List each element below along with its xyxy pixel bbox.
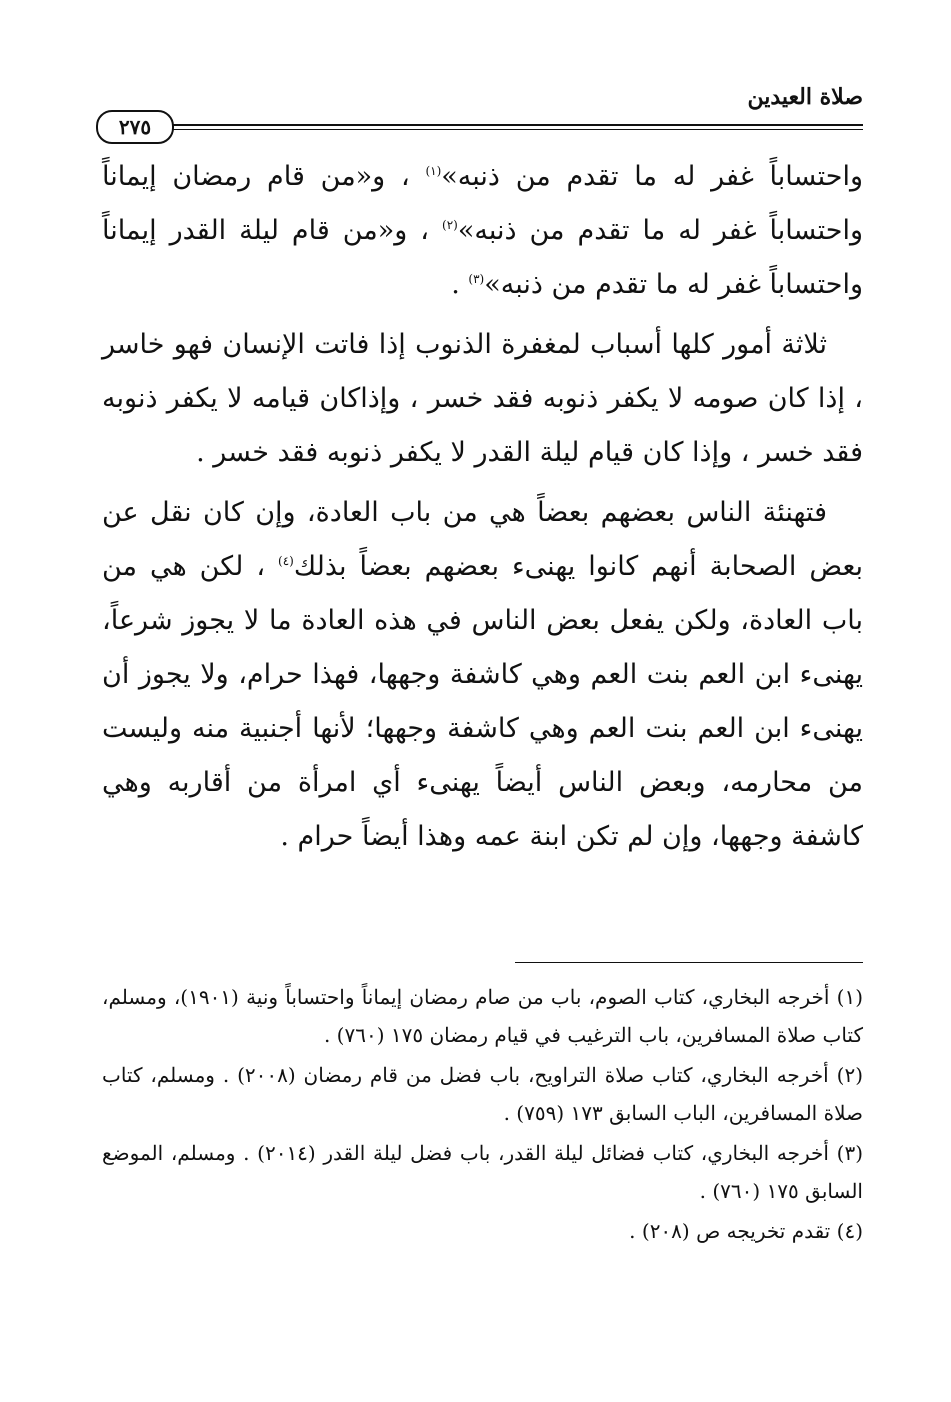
footnote-number: (١) bbox=[836, 985, 863, 1009]
footnote-separator bbox=[515, 962, 863, 963]
footnote-3 bbox=[102, 1134, 863, 1210]
footnote-ref-1: (١) bbox=[425, 164, 442, 178]
main-text bbox=[102, 150, 863, 864]
footnotes bbox=[102, 978, 863, 1250]
paragraph-hadith-text-2: ، و«من قام رمضان إيماناً واحتساباً غفر له ما تقدم من ذنبه» bbox=[102, 161, 863, 246]
footnote-ref-3: (٣) bbox=[468, 272, 485, 286]
footnote-text: أخرجه البخاري، كتاب الصوم، باب من صام رمضان إيماناً واحتساباً ونية (١٩٠١)، ومسلم، كتاب صلاة المسافرين، باب الترغيب في قيام رمضان ١٧٥ (٧٦٠) . bbox=[102, 985, 863, 1047]
footnote-number: (٣) bbox=[836, 1141, 863, 1165]
paragraph-hadith bbox=[102, 150, 863, 312]
footnote-number: (٤) bbox=[836, 1219, 863, 1243]
footnote-text: أخرجه البخاري، كتاب صلاة التراويح، باب فضل من قام رمضان (٢٠٠٨) . ومسلم، كتاب صلاة المسافرين، الباب السابق ١٧٣ (٧٥٩) . bbox=[102, 1063, 863, 1125]
running-title: صلاة العيدين bbox=[747, 84, 863, 110]
page-number: ٢٧٥ bbox=[96, 110, 174, 144]
paragraph-three-matters: ثلاثة أمور كلها أسباب لمغفرة الذنوب إذا فاتت الإنسان فهو خاسر ، إذا كان صومه لا يكفر ذنوبه فقد خسر ، وإذاكان قيامه لا يكفر ذنوبه فقد خسر ، وإذا كان قيام ليلة القدر لا يكفر ذنوبه فقد خسر . bbox=[102, 329, 863, 468]
paragraph-hadith-text-3: ، و«من قام ليلة القدر إيماناً واحتساباً غفر له ما تقدم من ذنبه» bbox=[102, 215, 863, 300]
footnote-text: أخرجه البخاري، كتاب فضائل ليلة القدر، باب فضل ليلة القدر (٢٠١٤) . ومسلم، الموضع السابق ١٧٥ (٧٦٠) . bbox=[102, 1141, 863, 1203]
footnote-number: (٢) bbox=[836, 1063, 864, 1087]
footnote-4 bbox=[102, 1212, 863, 1250]
header-rule bbox=[156, 124, 863, 130]
footnote-text: تقدم تخريجه ص (٢٠٨) . bbox=[629, 1219, 831, 1243]
paragraph-congratulations bbox=[102, 486, 863, 864]
page-header bbox=[96, 80, 863, 144]
footnote-1 bbox=[102, 978, 863, 1054]
paragraph-hadith-text-1: واحتساباً غفر له ما تقدم من ذنبه» bbox=[441, 161, 863, 192]
paragraph-congratulations-text-2: ، لكن هي من باب العادة، ولكن يفعل بعض الناس في هذه العادة ما لا يجوز شرعاً، يهنىء ابن العم بنت العم وهي كاشفة وجهها، فهذا حرام، ولا يجوز أن يهنىء ابن العم بنت العم وهي كاشفة وجهها؛ لأنها أجنبية منه وليست من محارمه، وبعض الناس أيضاً يهنىء أي امرأة من أقاربه وهي كاشفة وجهها، وإن لم تكن ابنة عمه وهذا أيضاً حرام . bbox=[102, 551, 863, 852]
paragraph-hadith-text-4: . bbox=[451, 269, 469, 300]
footnote-ref-2: (٢) bbox=[442, 218, 458, 232]
footnote-ref-4: (٤) bbox=[278, 554, 294, 568]
footnote-2 bbox=[102, 1056, 863, 1132]
paragraph-congratulations-text-1: فتهنئة الناس بعضهم بعضاً هي من باب العادة، وإن كان نقل عن بعض الصحابة أنهم كانوا يهنىء بعضهم بعضاً بذلك bbox=[102, 497, 864, 582]
